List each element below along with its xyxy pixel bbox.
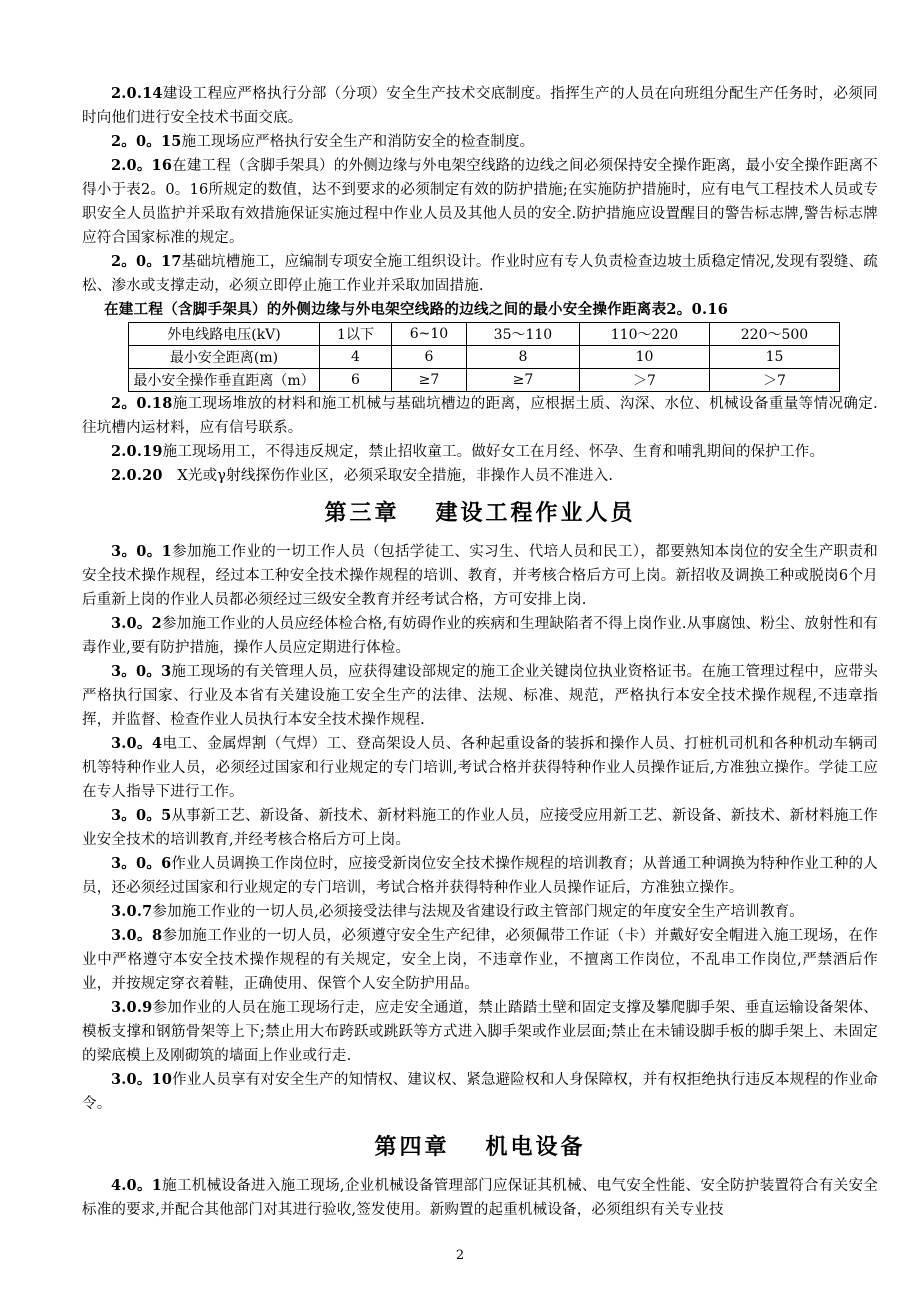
clause-text: 参加施工作业的一切人员，必须遵守安全生产纪律，必须佩带工作证（卡）并戴好安全帽进入施工现场，在作业中严格遵守本安全技术操作规程的有关规定，安全上岗，不违章作业，不擅离工作岗位，不乱串工作岗位,严禁酒后作业，并按规定穿衣着鞋，正确使用、保管个人安全防护用品。	[82, 928, 878, 992]
chapter-4-label: 第四章	[374, 1134, 450, 1160]
clause-number: 2。0。17	[111, 253, 182, 270]
clause-number: 2.0.14	[111, 85, 163, 102]
clause-number: 2.0.19	[111, 443, 163, 460]
clause-paragraph	[82, 154, 878, 250]
clause-paragraph	[82, 996, 878, 1068]
clause-paragraph	[82, 440, 878, 464]
table-row-header: 最小安全操作垂直距离（m）	[129, 369, 320, 392]
chapter-3-title: 建设工程作业人员	[435, 500, 636, 526]
clause-text: 基础坑槽施工，应编制专项安全施工组织设计。作业时应有专人负责检查边坡土质稳定情况,发现有裂缝、疏松、渗水或支撑走动，必须立即停止施工作业并采取加固措施.	[82, 254, 878, 294]
clause-text: 建设工程应严格执行分部（分项）安全生产技术交底制度。指挥生产的人员在向班组分配生产任务时，必须同时向他们进行安全技术书面交底。	[82, 86, 878, 126]
clause-text: 参加施工作业的一切工作人员（包括学徒工、实习生、代培人员和民工），都要熟知本岗位的安全生产职责和安全技术操作规程，经过本工种安全技术操作规程的培训、教育，并考核合格后方可上岗。新招收及调换工种或脱岗6个月后重新上岗的作业人员都必须经过三级安全教育并经考试合格，方可安排上岗.	[82, 544, 878, 608]
section-4	[82, 1174, 878, 1222]
section-2-part-b	[82, 392, 878, 488]
clause-text: 作业人员调换工作岗位时，应接受新岗位安全技术操作规程的培训教育；从普通工种调换为特种作业工种的人员，还必须经过国家和行业规定的专门培训，考试合格并获得特种作业人员操作证后，方准独立操作。	[82, 856, 878, 896]
table-cell: 6	[320, 369, 392, 392]
table-cell: ≥7	[466, 369, 579, 392]
clause-paragraph	[82, 1068, 878, 1116]
clause-number: 3.0。4	[111, 735, 163, 752]
clause-paragraph	[82, 732, 878, 804]
table-cell: 1以下	[320, 323, 392, 346]
clause-number: 3.0.9	[111, 999, 153, 1016]
table-cell: 6~10	[392, 323, 467, 346]
table-cell: 35～110	[466, 323, 579, 346]
clause-paragraph	[82, 464, 878, 488]
table-cell: ≥7	[392, 369, 467, 392]
clause-paragraph	[82, 924, 878, 996]
clause-number: 3.0.7	[111, 903, 153, 920]
table-title: 在建工程（含脚手架具）的外侧边缘与外电架空线路的边线之间的最小安全操作距离表2。0.16	[104, 301, 729, 318]
clause-text: 参加施工作业的一切人员,必须接受法律与法规及省建设行政主管部门规定的年度安全生产培训教育。	[152, 904, 804, 920]
clause-number: 3。0。3	[111, 663, 172, 680]
clause-text: 施工现场应严格执行安全生产和消防安全的检查制度。	[181, 134, 535, 150]
chapter-3-label: 第三章	[324, 500, 400, 526]
chapter-3-heading	[82, 498, 878, 528]
clause-number: 3。0。5	[111, 807, 172, 824]
table-row	[129, 369, 840, 392]
clause-text: X光或γ射线探伤作业区，必须采取安全措施，非操作人员不准进入.	[162, 468, 614, 484]
clause-paragraph	[82, 612, 878, 660]
section-2-part-a	[82, 82, 878, 298]
clause-number: 3.0。10	[111, 1071, 173, 1088]
safety-distance-table	[128, 322, 840, 392]
table-row	[129, 323, 840, 346]
page-content	[82, 82, 878, 1222]
clause-paragraph	[82, 392, 878, 440]
clause-text: 施工现场用工，不得违反规定，禁止招收童工。做好女工在月经、怀孕、生育和哺乳期间的保护工作。	[162, 444, 825, 460]
section-3	[82, 540, 878, 1116]
table-cell: 15	[709, 346, 839, 369]
table-cell: ＞7	[579, 369, 709, 392]
clause-number: 2。0。15	[111, 133, 182, 150]
page-number: 2	[455, 1248, 465, 1263]
table-cell: 4	[320, 346, 392, 369]
clause-paragraph	[82, 540, 878, 612]
clause-paragraph	[82, 130, 878, 154]
clause-text: 参加作业的人员在施工现场行走，应走安全通道，禁止踏踏土壁和固定支撑及攀爬脚手架、垂直运输设备架体、模板支撑和钢筋骨架等上下;禁止用大布跨跃或跳跃等方式进入脚手架或作业层面;禁止在未铺设脚手板的脚手架上、未固定的梁底模上及刚砌筑的墙面上作业或行走.	[82, 1000, 878, 1064]
table-cell: 110～220	[579, 323, 709, 346]
table-cell: 10	[579, 346, 709, 369]
table-cell: ＞7	[709, 369, 839, 392]
clause-text: 作业人员享有对安全生产的知情权、建议权、紧急避险权和人身保障权，并有权拒绝执行违反本规程的作业命令。	[82, 1072, 878, 1112]
table-row	[129, 346, 840, 369]
table-cell: 8	[466, 346, 579, 369]
table-cell: 220～500	[709, 323, 839, 346]
clause-text: 从事新工艺、新设备、新技术、新材料施工的作业人员，应接受应用新工艺、新设备、新技术、新材料施工作业安全技术的培训教育,并经考核合格后方可上岗。	[82, 808, 878, 848]
clause-paragraph	[82, 852, 878, 900]
table-cell: 6	[392, 346, 467, 369]
clause-text: 参加施工作业的人员应经体检合格,有妨碍作业的疾病和生理缺陷者不得上岗作业.从事腐蚀、粉尘、放射性和有毒作业,要有防护措施，操作人员应定期进行体检。	[82, 616, 878, 656]
clause-number: 3.0。8	[111, 927, 163, 944]
chapter-4-title: 机电设备	[485, 1134, 586, 1160]
clause-number: 3.0。2	[111, 615, 162, 632]
clause-text: 电工、金属焊割（气焊）工、登高架设人员、各种起重设备的装拆和操作人员、打桩机司机和各种机动车辆司机等特种作业人员，必须经过国家和行业规定的专门培训,考试合格并获得特种作业人员操作证后,方准独立操作。学徒工应在专人指导下进行工作。	[82, 736, 878, 800]
clause-number: 4.0。1	[111, 1177, 163, 1194]
clause-number: 2.0.20	[111, 467, 163, 484]
clause-number: 2。0.18	[111, 395, 173, 412]
clause-text: 施工机械设备进入施工现场,企业机械设备管理部门应保证其机械、电气安全性能、安全防护装置符合有关安全标准的要求,并配合其他部门对其进行验收,签发使用。新购置的起重机械设备，必须组织有关专业技	[82, 1178, 878, 1218]
clause-number: 3。0。6	[111, 855, 172, 872]
table-row-header: 外电线路电压(kV)	[129, 323, 320, 346]
clause-paragraph	[82, 1174, 878, 1222]
clause-text: 施工现场的有关管理人员，应获得建设部规定的施工企业关键岗位执业资格证书。在施工管理过程中，应带头严格执行国家、行业及本省有关建设施工安全生产的法律、法规、标准、规范，严格执行本安全技术操作规程,不违章指挥，并监督、检查作业人员执行本安全技术操作规程.	[82, 664, 878, 728]
table-row-header: 最小安全距离(m)	[129, 346, 320, 369]
clause-paragraph	[82, 250, 878, 298]
clause-text: 施工现场堆放的材料和施工机械与基础坑槽边的距离，应根据土质、沟深、水位、机械设备重量等情况确定.往坑槽内运材料，应有信号联系。	[82, 396, 878, 436]
clause-paragraph	[82, 900, 878, 924]
clause-paragraph	[82, 660, 878, 732]
clause-text: 在建工程（含脚手架具）的外侧边缘与外电架空线路的边线之间必须保持安全操作距离，最小安全操作距离不得小于表2。0。16所规定的数值，达不到要求的必须制定有效的防护措施;在实施防护措施时，应有电气工程技术人员或专职安全人员监护并采取有效措施保证实施过程中作业人员及其他人员的安全.防护措施应设置醒目的警告标志牌,警告标志牌应符合国家标准的规定。	[82, 158, 878, 246]
clause-paragraph	[82, 82, 878, 130]
clause-paragraph	[82, 804, 878, 852]
chapter-4-heading	[82, 1132, 878, 1162]
clause-number: 2.0。16	[111, 157, 173, 174]
clause-number: 3。0。1	[111, 543, 172, 560]
